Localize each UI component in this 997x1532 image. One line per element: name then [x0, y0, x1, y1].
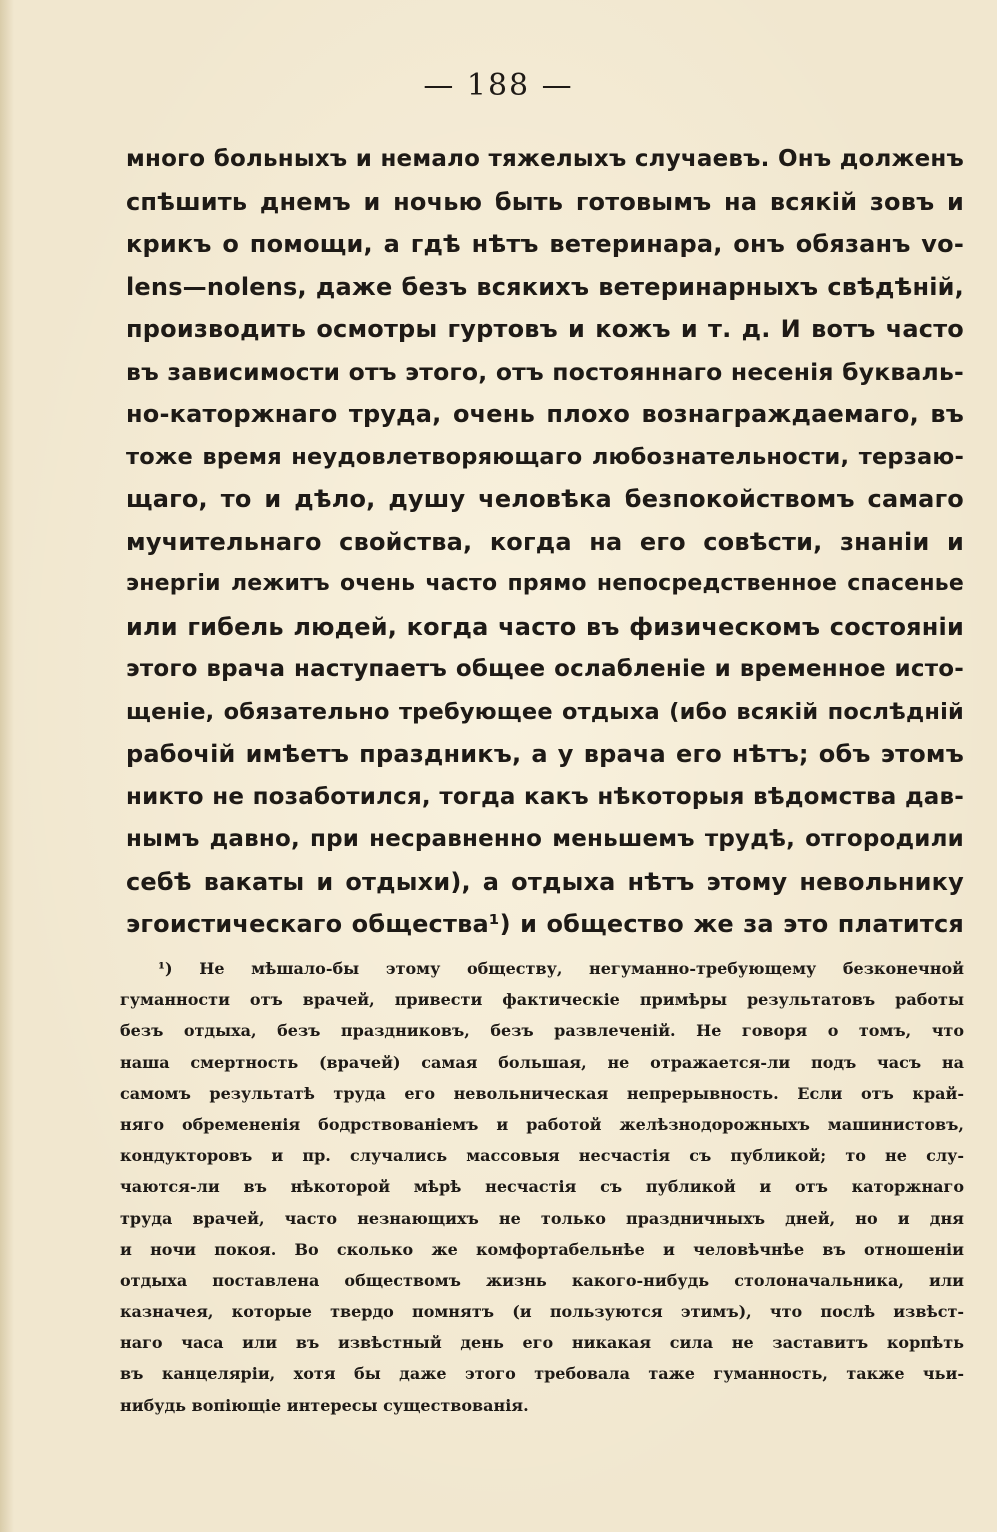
main-text-line: рабочій имѣетъ праздникъ, а у врача его нѣтъ; объ этомъ: [126, 740, 964, 768]
main-text-line: въ зависимости отъ этого, отъ постояннаго несенія букваль-: [126, 357, 964, 386]
footnote-line: няго обремененія бодрствованіемъ и работой желѣзнодорожныхъ машинистовъ,: [120, 1114, 964, 1134]
main-text-line: много больныхъ и немало тяжелыхъ случаевъ. Онъ долженъ: [126, 146, 964, 172]
main-text-line: этого врача наступаетъ общее ослабленіе и временное исто-: [126, 656, 964, 682]
main-text-line: или гибель людей, когда часто въ физическомъ состояніи: [126, 612, 964, 641]
footnote-line: гуманности отъ врачей, привести фактическіе примѣры результатовъ работы: [120, 990, 964, 1010]
footnote-line: труда врачей, часто незнающихъ не только праздничныхъ дней, но и дня: [120, 1208, 964, 1228]
main-text-line: спѣшить днемъ и ночью быть готовымъ на всякій зовъ и: [126, 187, 964, 216]
main-text-line: крикъ о помощи, а гдѣ нѣтъ ветеринара, онъ обязанъ vo-: [126, 230, 964, 258]
page-edge-shadow: [0, 0, 14, 1532]
main-text-line: себѣ вакаты и отдыхи), а отдыха нѣтъ этому невольнику: [126, 867, 964, 896]
main-text-line: нымъ давно, при несравненно меньшемъ трудѣ, отгородили: [126, 826, 964, 852]
footnote-line: безъ отдыха, безъ праздниковъ, безъ развлеченій. Не говоря о томъ, что: [120, 1021, 964, 1041]
main-text-block: [126, 138, 964, 946]
main-text-line: тоже время неудовлетворяющаго любознательности, терзаю-: [126, 443, 964, 470]
footnote-line: и ночи покоя. Во сколько же комфортабельнѣе и человѣчнѣе въ отношеніи: [120, 1239, 964, 1259]
footnote-line: нибудь вопіющіе интересы существованія.: [120, 1395, 529, 1415]
footnote-line: казначея, которые твердо помнятъ (и пользуются этимъ), что послѣ извѣст-: [120, 1302, 964, 1322]
footnote-line: въ канцеляріи, хотя бы даже этого требовала таже гуманность, также чьи-: [120, 1364, 964, 1384]
main-text-line: мучительнаго свойства, когда на его совѣсти, знаніи и: [126, 527, 964, 556]
main-text-line: lens—nolens, даже безъ всякихъ ветеринарныхъ свѣдѣній,: [126, 272, 964, 301]
footnote-line: отдыха поставлена обществомъ жизнь какого-нибудь столоначальника, или: [120, 1270, 964, 1290]
main-text-line: но-каторжнаго труда, очень плохо вознаграждаемаго, въ: [126, 400, 964, 428]
footnote-line: чаются-ли въ нѣкоторой мѣрѣ несчастія съ публикой и отъ каторжнаго: [120, 1177, 964, 1197]
main-text-line: эгоистическаго общества¹) и общество же за это платится: [126, 910, 964, 938]
footnote-line: ¹) Не мѣшало-бы этому обществу, негуманно-требующему безконечной: [158, 959, 964, 978]
footnote-block: [120, 953, 964, 1421]
footnote-line: наго часа или въ извѣстный день его никакая сила не заставитъ корпѣть: [120, 1333, 964, 1353]
footnote-line: самомъ результатѣ труда его невольническая непрерывность. Если отъ край-: [120, 1083, 964, 1103]
footnote-line: наша смертность (врачей) самая большая, не отражается-ли подъ часъ на: [120, 1052, 964, 1072]
main-text-line: щеніе, обязательно требующее отдыха (ибо всякій послѣдній: [126, 698, 964, 725]
main-text-line: щаго, то и дѣло, душу человѣка безпокойствомъ самаго: [126, 485, 964, 513]
main-text-line: энергіи лежитъ очень часто прямо непосредственное спасенье: [126, 571, 964, 596]
page-number: — 188 —: [423, 68, 574, 103]
main-text-line: производить осмотры гуртовъ и кожъ и т. д. И вотъ часто: [126, 315, 964, 343]
footnote-line: кондукторовъ и пр. случались массовыя несчастія съ публикой; то не слу-: [120, 1146, 964, 1166]
main-text-line: никто не позаботился, тогда какъ нѣкоторыя вѣдомства дав-: [126, 783, 964, 810]
